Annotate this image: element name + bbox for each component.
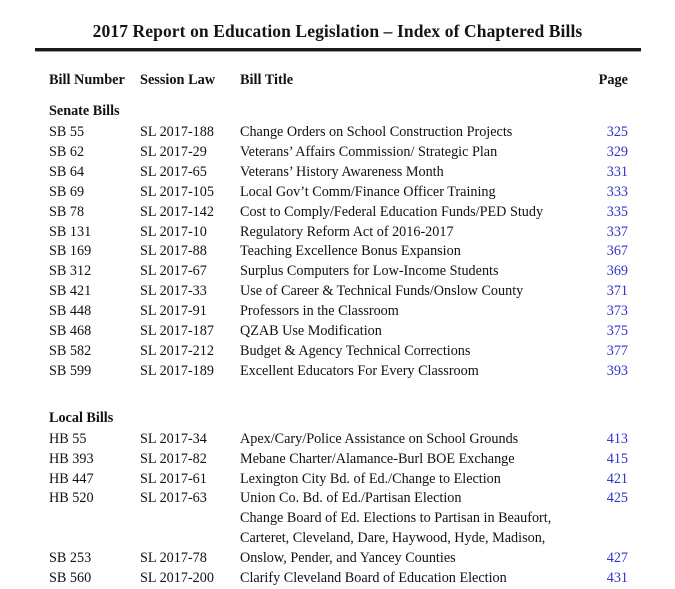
cell-bill-number: SB 448	[49, 303, 92, 320]
bill-title-line: Mebane Charter/Alamance-Burl BOE Exchange	[240, 450, 515, 467]
bill-title-line: Veterans’ Affairs Commission/ Strategic Plan	[240, 143, 498, 160]
cell-page-number[interactable]: 421	[606, 470, 628, 487]
cell-bill-title	[240, 470, 570, 490]
table-row	[49, 362, 642, 382]
cell-page-number[interactable]: 425	[606, 490, 628, 507]
cell-bill-number: HB 520	[49, 490, 94, 507]
cell-bill-title	[240, 302, 570, 322]
table-row	[49, 569, 642, 589]
title-divider	[35, 48, 641, 52]
cell-session-law: SL 2017-82	[140, 450, 207, 467]
cell-session-law: SL 2017-142	[140, 203, 214, 220]
cell-session-law: SL 2017-33	[140, 283, 207, 300]
cell-page-number[interactable]: 337	[606, 223, 628, 240]
column-header-session-law: Session Law	[140, 72, 216, 89]
table-header	[49, 72, 642, 93]
cell-page-number[interactable]: 335	[606, 203, 628, 220]
cell-page-number[interactable]: 331	[606, 163, 628, 180]
cell-bill-title	[240, 450, 570, 470]
bill-title-line: Veterans’ History Awareness Month	[240, 163, 444, 180]
cell-page-number[interactable]: 431	[606, 570, 628, 587]
cell-bill-title	[240, 143, 570, 163]
cell-bill-title	[240, 183, 570, 203]
bill-title-line: Clarify Cleveland Board of Education Election	[240, 570, 507, 587]
bill-title-line: Carteret, Cleveland, Dare, Haywood, Hyde, Madison,	[240, 530, 546, 547]
table-row	[49, 242, 642, 262]
table-row	[49, 223, 642, 243]
cell-session-law: SL 2017-200	[140, 570, 214, 587]
cell-bill-title	[240, 223, 570, 243]
bill-title-line: Local Gov’t Comm/Finance Officer Training	[240, 183, 496, 200]
section-heading-row	[49, 93, 642, 123]
cell-page-number[interactable]: 373	[606, 303, 628, 320]
cell-page-number[interactable]: 371	[606, 283, 628, 300]
bill-title-line: Cost to Comply/Federal Education Funds/PED Study	[240, 203, 544, 220]
cell-page-number[interactable]: 369	[606, 263, 628, 280]
cell-bill-number: SB 169	[49, 243, 92, 260]
cell-session-law: SL 2017-29	[140, 143, 207, 160]
section-heading-row	[49, 397, 642, 430]
cell-session-law: SL 2017-65	[140, 163, 207, 180]
cell-bill-number: SB 131	[49, 223, 92, 240]
section-spacer	[49, 382, 642, 397]
bill-title-line: QZAB Use Modification	[240, 323, 382, 340]
cell-session-law: SL 2017-88	[140, 243, 207, 260]
cell-page-number[interactable]: 329	[606, 143, 628, 160]
bill-title-line: Use of Career & Technical Funds/Onslow County	[240, 283, 524, 300]
cell-session-law: SL 2017-212	[140, 343, 214, 359]
cell-bill-number: SB 468	[49, 323, 92, 340]
cell-session-law: SL 2017-63	[140, 490, 207, 507]
column-header-bill-title: Bill Title	[240, 72, 294, 89]
cell-bill-title	[240, 430, 570, 450]
bill-title-line: Lexington City Bd. of Ed./Change to Election	[240, 470, 501, 487]
cell-bill-title	[240, 342, 570, 362]
table-row	[49, 123, 642, 143]
column-header-bill-number: Bill Number	[49, 72, 125, 89]
table-row	[49, 302, 642, 322]
cell-session-law: SL 2017-78	[140, 550, 207, 567]
cell-page-number[interactable]: 427	[606, 550, 628, 567]
cell-bill-title	[240, 123, 570, 143]
cell-bill-title	[240, 163, 570, 183]
bill-title-line: Professors in the Classroom	[240, 303, 399, 320]
table-row	[49, 282, 642, 302]
bill-title-line: Regulatory Reform Act of 2016-2017	[240, 223, 454, 240]
cell-page-number[interactable]: 375	[606, 323, 628, 340]
title-block	[0, 0, 675, 52]
chaptered-bills-index-table	[49, 72, 642, 589]
bill-title-line: Change Board of Ed. Elections to Partisan in Beaufort,	[240, 510, 552, 527]
cell-bill-title	[240, 242, 570, 262]
table-row	[49, 489, 642, 509]
cell-bill-number: SB 78	[49, 203, 85, 220]
table-row	[49, 322, 642, 342]
cell-bill-number: SB 599	[49, 362, 92, 379]
cell-session-law: SL 2017-10	[140, 223, 207, 240]
table-row	[49, 450, 642, 470]
table-body	[49, 93, 642, 589]
cell-bill-number: HB 393	[49, 450, 94, 467]
table-header-row	[49, 72, 642, 93]
cell-bill-number: HB 447	[49, 470, 94, 487]
cell-bill-number: SB 62	[49, 143, 85, 160]
cell-bill-number: SB 312	[49, 263, 92, 280]
cell-bill-number: SB 64	[49, 163, 85, 180]
cell-session-law: SL 2017-91	[140, 303, 207, 320]
table-row	[49, 183, 642, 203]
cell-bill-title	[240, 262, 570, 282]
table-row	[49, 143, 642, 163]
bill-title-line: Apex/Cary/Police Assistance on School Grounds	[240, 430, 519, 447]
bill-title-line: Teaching Excellence Bonus Expansion	[240, 243, 461, 260]
cell-session-law: SL 2017-105	[140, 183, 214, 200]
section-heading: Senate Bills	[49, 103, 120, 120]
cell-bill-number: SB 55	[49, 124, 85, 141]
cell-bill-title	[240, 489, 570, 509]
cell-page-number[interactable]: 325	[606, 124, 628, 141]
table-row	[49, 430, 642, 450]
table-row	[49, 163, 642, 183]
cell-bill-number: HB 55	[49, 430, 87, 447]
cell-bill-title	[240, 509, 570, 569]
cell-bill-number: SB 582	[49, 343, 92, 359]
cell-session-law: SL 2017-189	[140, 362, 214, 379]
cell-bill-number: SB 560	[49, 570, 92, 587]
cell-bill-title	[240, 203, 570, 223]
column-header-page: Page	[598, 72, 628, 89]
cell-bill-number: SB 69	[49, 183, 85, 200]
table-row	[49, 262, 642, 282]
table-row	[49, 203, 642, 223]
cell-page-number[interactable]: 333	[606, 183, 628, 200]
bill-title-line: Onslow, Pender, and Yancey Counties	[240, 550, 456, 567]
cell-page-number[interactable]: 367	[606, 243, 628, 260]
table-row	[49, 342, 642, 362]
cell-session-law: SL 2017-187	[140, 323, 214, 340]
table-row	[49, 470, 642, 490]
cell-page-number[interactable]: 415	[606, 450, 628, 467]
cell-bill-title	[240, 569, 570, 589]
cell-page-number[interactable]: 377	[606, 343, 628, 359]
cell-session-law: SL 2017-67	[140, 263, 207, 280]
bill-title-line: Change Orders on School Construction Projects	[240, 124, 513, 141]
table-row	[49, 509, 642, 569]
cell-bill-title	[240, 362, 570, 382]
bill-title-line: Excellent Educators For Every Classroom	[240, 362, 479, 379]
section-heading: Local Bills	[49, 409, 114, 426]
cell-session-law: SL 2017-61	[140, 470, 207, 487]
cell-page-number[interactable]: 413	[606, 430, 628, 447]
bill-title-line: Budget & Agency Technical Corrections	[240, 343, 471, 359]
page-title: 2017 Report on Education Legislation – Index of Chaptered Bills	[92, 21, 583, 41]
section-spacer-cell	[49, 382, 642, 397]
cell-bill-number: SB 253	[49, 550, 92, 567]
cell-bill-title	[240, 322, 570, 342]
cell-session-law: SL 2017-34	[140, 430, 207, 447]
cell-bill-number: SB 421	[49, 283, 92, 300]
bill-title-line: Union Co. Bd. of Ed./Partisan Election	[240, 490, 462, 507]
cell-session-law: SL 2017-188	[140, 124, 214, 141]
cell-page-number[interactable]: 393	[606, 362, 628, 379]
bill-title-line: Surplus Computers for Low-Income Students	[240, 263, 499, 280]
cell-bill-title	[240, 282, 570, 302]
